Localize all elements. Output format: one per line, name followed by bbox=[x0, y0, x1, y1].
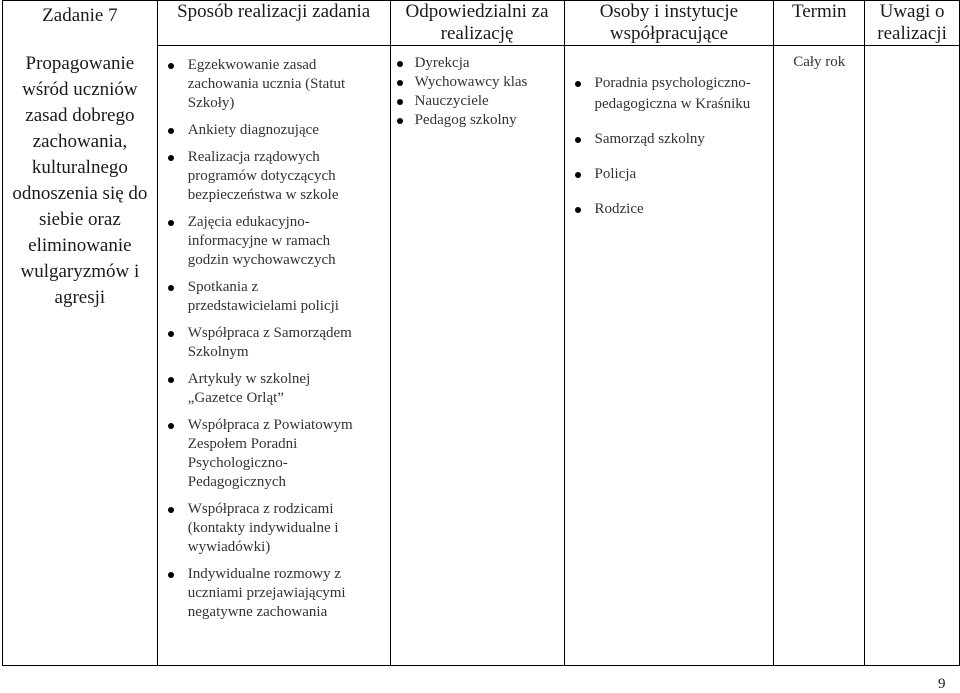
header-termin: Termin bbox=[774, 1, 865, 46]
list-item bbox=[158, 324, 364, 362]
bullet-icon bbox=[168, 63, 174, 69]
zadanie-title: Zadanie 7 bbox=[42, 5, 118, 26]
list-item-text: Indywidualne rozmowy z uczniami przejawiającymi negatywne zachowania bbox=[187, 566, 346, 620]
list-item bbox=[158, 56, 364, 113]
bullet-icon bbox=[168, 572, 174, 578]
bullet-icon bbox=[168, 377, 174, 383]
list-item bbox=[391, 73, 555, 92]
sposob-list bbox=[158, 56, 390, 622]
list-item bbox=[565, 129, 755, 150]
list-item-text: Współpraca z rodzicami (kontakty indywidualne i wywiadówki) bbox=[187, 501, 339, 555]
list-item-text: Samorząd szkolny bbox=[594, 131, 705, 147]
list-item bbox=[565, 199, 755, 220]
list-item bbox=[391, 92, 555, 111]
list-item-text: Realizacja rządowych programów dotyczących bezpieczeństwa w szkole bbox=[187, 149, 339, 203]
header-sposob: Sposób realizacji zadania bbox=[157, 1, 390, 46]
list-item bbox=[158, 121, 364, 140]
bullet-icon bbox=[168, 155, 174, 161]
page-number: 9 bbox=[938, 676, 946, 692]
bullet-icon bbox=[168, 507, 174, 513]
list-item bbox=[158, 148, 364, 205]
list-item bbox=[391, 54, 555, 73]
list-item bbox=[565, 164, 755, 185]
bullet-icon bbox=[168, 285, 174, 291]
list-item bbox=[158, 416, 364, 492]
osoby-cell bbox=[564, 46, 774, 666]
list-item-text: Poradnia psychologiczno-pedagogiczna w Kraśniku bbox=[594, 75, 751, 112]
bullet-icon bbox=[168, 128, 174, 134]
bullet-icon bbox=[168, 220, 174, 226]
list-item-text: Policja bbox=[594, 166, 637, 182]
plan-table bbox=[2, 0, 960, 666]
list-item-text: Współpraca z Powiatowym Zespołem Poradni Psychologiczno-Pedagogicznych bbox=[187, 417, 353, 490]
list-item-text: Nauczyciele bbox=[414, 93, 489, 109]
uwagi-cell bbox=[865, 46, 960, 666]
list-item bbox=[158, 565, 364, 622]
bullet-icon bbox=[575, 172, 581, 178]
termin-cell bbox=[774, 46, 865, 666]
list-item bbox=[158, 278, 364, 316]
bullet-icon bbox=[168, 331, 174, 337]
list-item-text: Artykuły w szkolnej „Gazetce Orląt” bbox=[187, 371, 311, 406]
list-item bbox=[391, 111, 555, 130]
bullet-icon bbox=[575, 137, 581, 143]
list-item-text: Wychowawcy klas bbox=[414, 74, 528, 90]
list-item bbox=[158, 213, 364, 270]
osoby-list bbox=[565, 73, 774, 220]
bullet-icon bbox=[397, 118, 403, 124]
bullet-icon bbox=[168, 423, 174, 429]
list-item-text: Dyrekcja bbox=[414, 55, 470, 71]
list-item-text: Ankiety diagnozujące bbox=[187, 122, 319, 138]
zadanie-description: Propagowanie wśród uczniów zasad dobrego zachowania, kulturalnego odnoszenia się do siebie oraz eliminowanie wulgaryzmów i agresji bbox=[12, 53, 148, 308]
zadanie-cell bbox=[3, 1, 158, 666]
list-item-text: Rodzice bbox=[594, 201, 644, 217]
list-item bbox=[565, 73, 755, 115]
bullet-icon bbox=[575, 207, 581, 213]
bullet-icon bbox=[397, 61, 403, 67]
bullet-icon bbox=[397, 99, 403, 105]
list-item-text: Zajęcia edukacyjno-informacyjne w ramach godzin wychowawczych bbox=[187, 214, 336, 268]
header-uwagi: Uwagi o realizacji bbox=[865, 1, 960, 46]
header-odpowiedzialni: Odpowiedzialni za realizację bbox=[390, 1, 564, 46]
header-osoby: Osoby i instytucje współpracujące bbox=[564, 1, 774, 46]
bullet-icon bbox=[397, 80, 403, 86]
odpowiedzialni-list bbox=[391, 54, 564, 130]
list-item bbox=[158, 370, 364, 408]
termin-value: Cały rok bbox=[793, 54, 846, 70]
list-item-text: Współpraca z Samorządem Szkolnym bbox=[187, 325, 352, 360]
sposob-cell bbox=[157, 46, 390, 666]
list-item-text: Spotkania z przedstawicielami policji bbox=[187, 279, 339, 314]
list-item-text: Egzekwowanie zasad zachowania ucznia (Statut Szkoły) bbox=[187, 57, 346, 111]
list-item-text: Pedagog szkolny bbox=[414, 112, 517, 128]
odpowiedzialni-cell bbox=[390, 46, 564, 666]
bullet-icon bbox=[575, 81, 581, 87]
list-item bbox=[158, 500, 364, 557]
